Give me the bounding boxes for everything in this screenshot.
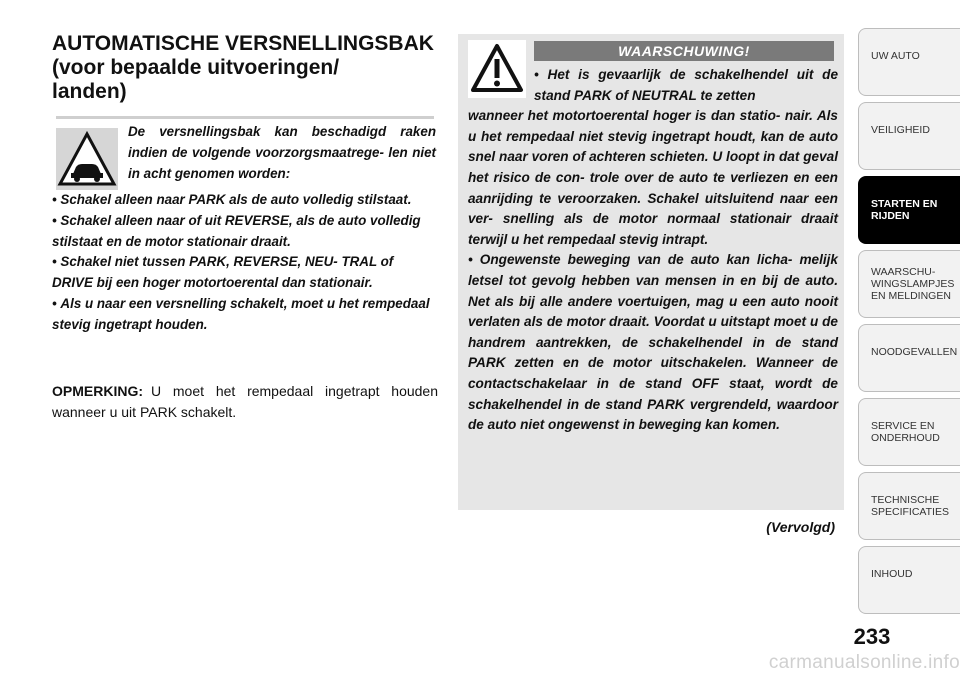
page-number: 233 bbox=[853, 624, 891, 649]
chapter-tabs bbox=[858, 28, 960, 620]
tab-label: NOODGEVALLEN bbox=[871, 346, 958, 358]
tab-inhoud[interactable] bbox=[858, 546, 960, 614]
caution-item: • Als u naar een versnelling schakelt, moet u het rempedaal stevig ingetrapt houden. bbox=[52, 295, 430, 332]
tab-label: TECHNISCHE SPECIFICATIES bbox=[871, 494, 949, 518]
note-paragraph bbox=[52, 381, 438, 423]
caution-item: • Schakel alleen naar PARK als de auto volledig stilstaat. bbox=[52, 192, 412, 207]
title-line: (voor bepaalde uitvoeringen/ bbox=[52, 56, 340, 79]
warning-item-text: • Ongewenste beweging van de auto kan licha- melijk letsel tot gevolg hebben van mensen in en bij de auto. Net als bij alle andere voertuigen, mag u een auto nooit verlaten als de motor draait. Voordat u uitstapt moet u de handrem aantrekken, de schakelhendel in de stand PARK zetten en de motor uitschakelen. Wanneer de contactschakelaar in de stand OFF staat, wordt de schakelhendel in de stand PARK vergrendeld, waardoor de auto niet ongewenst in beweging kan komen. bbox=[468, 252, 838, 433]
caution-header bbox=[52, 122, 436, 190]
warning-text bbox=[468, 65, 838, 436]
tab-veiligheid[interactable] bbox=[858, 102, 960, 170]
tab-waarschuwingslampjes[interactable] bbox=[858, 250, 960, 318]
watermark: carmanualsonline.info bbox=[768, 652, 960, 673]
caution-divider bbox=[56, 116, 434, 119]
tab-service-en-onderhoud[interactable] bbox=[858, 398, 960, 466]
tab-label: VEILIGHEID bbox=[871, 124, 930, 136]
caution-block bbox=[52, 122, 436, 336]
title-line: AUTOMATISCHE VERSNELLINGSBAK bbox=[52, 32, 434, 55]
tab-noodgevallen[interactable] bbox=[858, 324, 960, 392]
caution-item: • Schakel alleen naar of uit REVERSE, als de auto volledig stilstaat en de motor stationair draait. bbox=[52, 212, 421, 249]
page-title bbox=[52, 32, 442, 104]
tab-label: UW AUTO bbox=[871, 50, 920, 62]
tab-label: STARTEN EN RIJDEN bbox=[871, 198, 938, 222]
car-caution-icon bbox=[56, 128, 118, 190]
warning-box bbox=[458, 34, 844, 510]
warning-item-text: wanneer het motortoerental hoger is dan statio- nair. Als u het rempedaal niet stevig ingetrapt houdt, kan de auto snel naar voren of achteren schieten. U loopt in dat geval het risico de con- trole over de auto te verliezen en een aanrijding te veroorzaken. Schakel uitsluitend naar een ver- snelling als de motor normaal stationair draait terwijl u het rempedaal stevig intrapt. bbox=[468, 108, 838, 247]
tab-starten-en-rijden[interactable] bbox=[858, 176, 960, 244]
tab-uw-auto[interactable] bbox=[858, 28, 960, 96]
note-label: OPMERKING: bbox=[52, 383, 143, 399]
note-text: U moet het rempedaal ingetrapt houden wanneer u uit PARK schakelt. bbox=[52, 383, 438, 420]
warning-item-lead: • Het is gevaarlijk de schakelhendel uit de stand PARK of NEUTRAL te zetten bbox=[534, 67, 838, 103]
caution-intro: De versnellingsbak kan beschadigd raken indien de volgende voorzorgsmaatrege- len niet in acht genomen worden: bbox=[128, 124, 436, 181]
caution-item: • Schakel niet tussen PARK, REVERSE, NEU- TRAL of DRIVE bij een hoger motortoerental dan stationair. bbox=[52, 254, 394, 291]
warning-banner: WAARSCHUWING! bbox=[534, 41, 834, 61]
title-line: landen) bbox=[52, 80, 127, 103]
tab-label: SERVICE EN ONDERHOUD bbox=[871, 420, 940, 444]
tab-technische-specificaties[interactable] bbox=[858, 472, 960, 540]
continued-label: (Vervolgd) bbox=[766, 519, 835, 535]
tab-label: INHOUD bbox=[871, 568, 913, 580]
tab-label: WAARSCHU- WINGSLAMPJES EN MELDINGEN bbox=[871, 266, 955, 302]
